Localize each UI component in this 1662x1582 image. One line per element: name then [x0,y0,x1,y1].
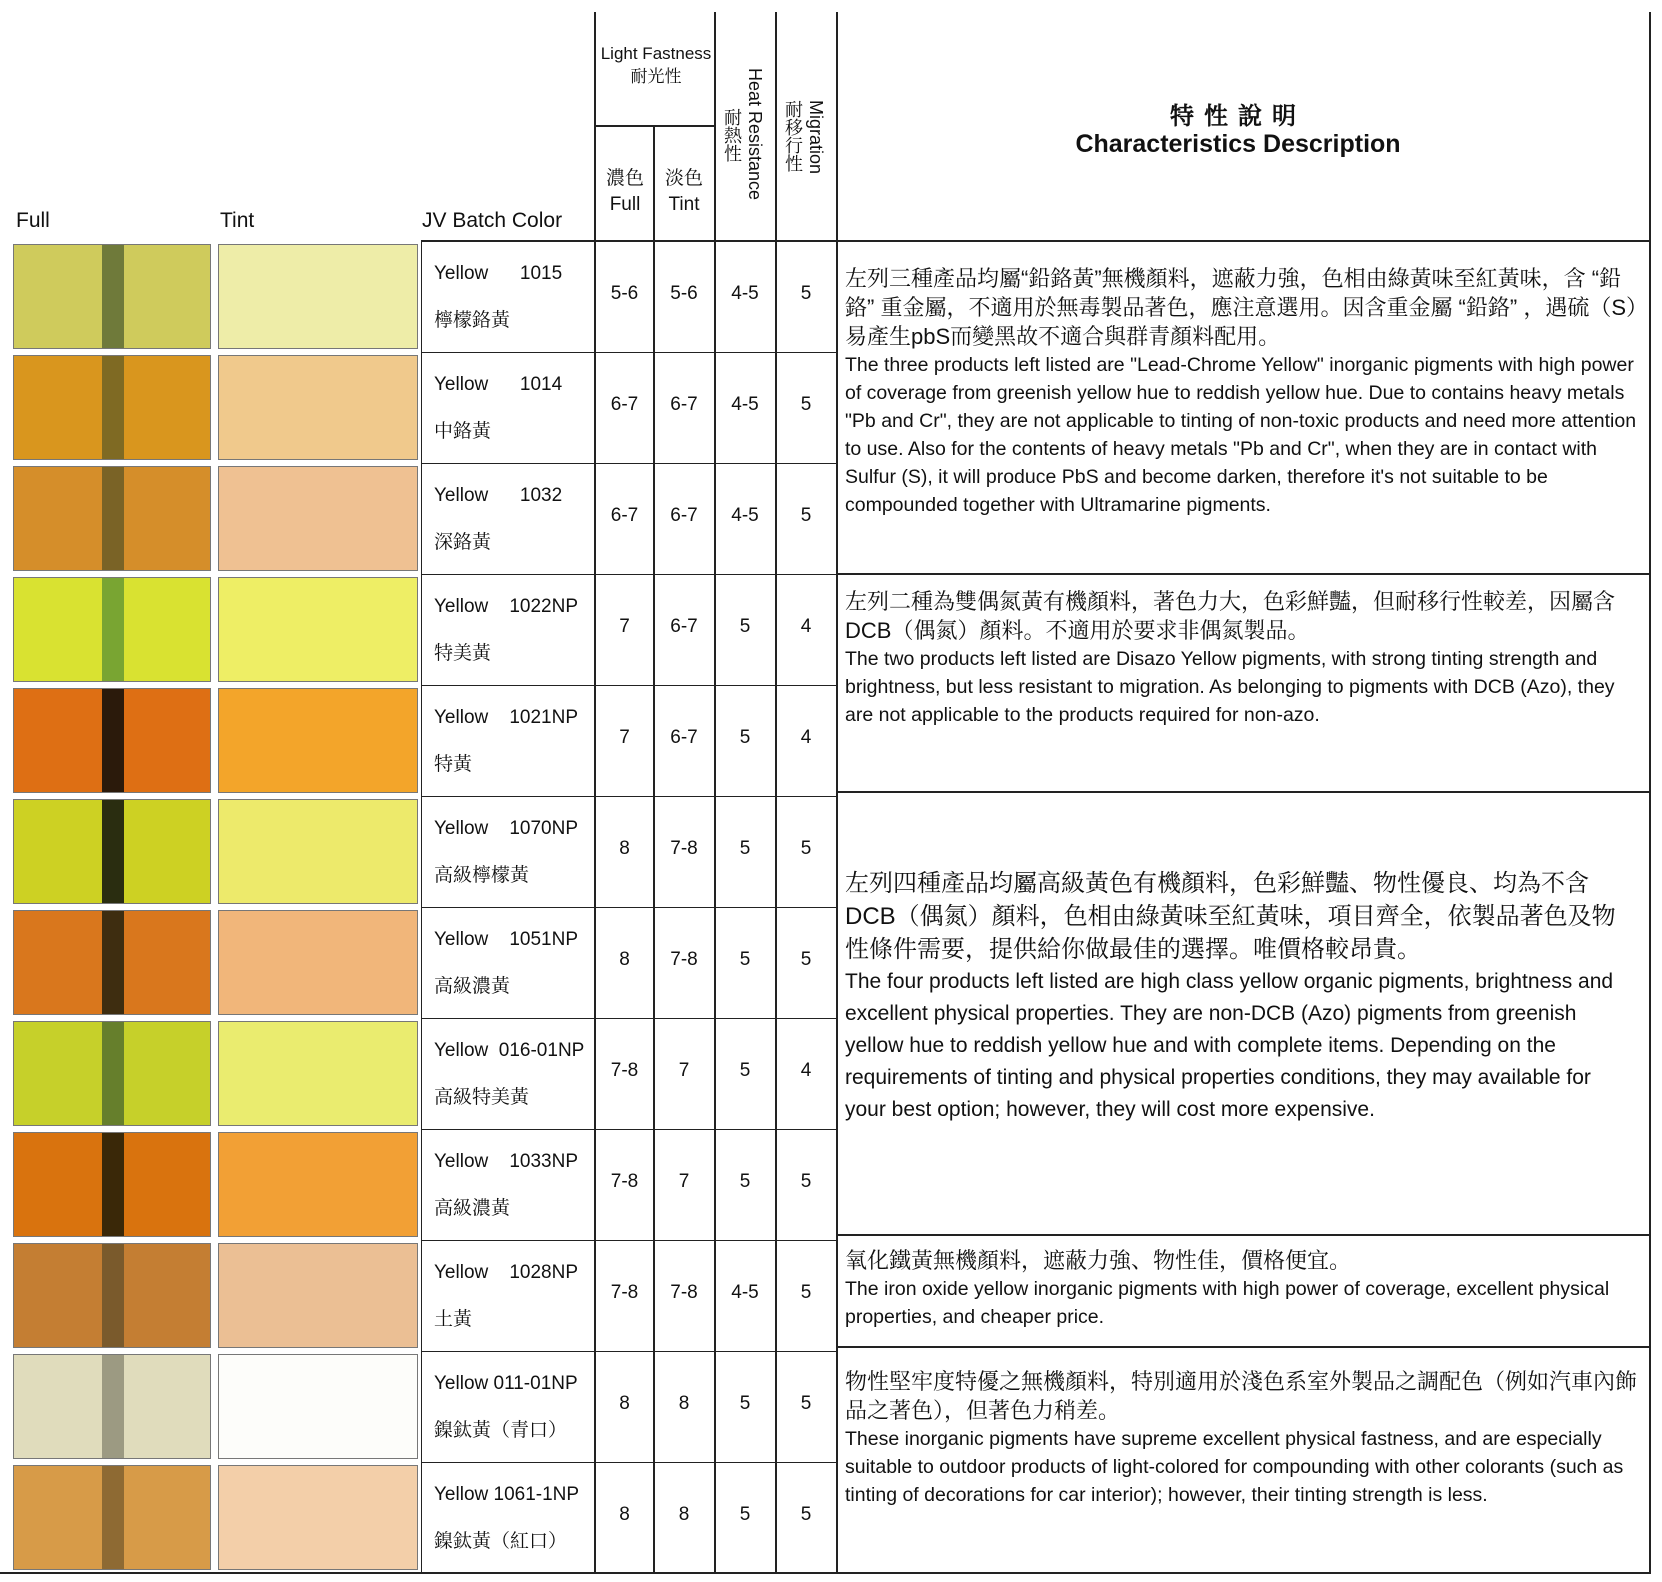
black-band-stripe [102,1355,124,1458]
tint-column-header: Tint [220,209,255,232]
batch-color-name: Yellow 1014 [434,374,563,395]
migration-rating: 4 [800,616,812,637]
full-rating: 5-6 [610,283,639,304]
tint-rating: 6-7 [670,616,698,637]
tint-color-swatch [218,1243,418,1348]
full-color-swatch [13,355,211,460]
batch-color-column-header: JV Batch Color [422,209,563,232]
tint-color-swatch [218,799,418,904]
tint-color-swatch [218,1465,418,1570]
batch-color-name: Yellow 1028NP [434,1262,579,1283]
batch-color-cn-name: 高級檸檬黃 [434,865,530,886]
full-color-swatch [13,577,211,682]
full-rating: 7-8 [610,1060,639,1081]
heat-resistance-cn: 耐熱性 [722,108,742,162]
full-rating: 7 [619,727,630,748]
batch-color-cn-name: 特美黃 [434,643,492,664]
batch-color-name: Yellow 1070NP [434,818,579,839]
migration-rating: 4 [800,727,812,748]
full-color-swatch [13,244,211,349]
batch-color-cn-name: 高級濃黃 [434,1198,511,1219]
batch-color-name: Yellow 011-01NP [434,1373,578,1394]
row-divider [421,463,837,464]
full-rating: 8 [619,1393,630,1414]
grid-line [1649,12,1651,1574]
batch-color-cn-name: 深鉻黃 [434,532,492,553]
batch-color-name: Yellow 1015 [434,263,563,284]
row-divider [421,907,837,908]
black-band-stripe [102,245,124,348]
grid-line [836,1234,1651,1236]
batch-color-name: Yellow 1033NP [434,1151,579,1172]
heat-rating: 5 [739,616,751,637]
tint-rating: 8 [678,1504,690,1525]
heat-rating: 4-5 [731,283,759,304]
description-en: The three products left listed are "Lead-Chrome Yellow" inorganic pigments with high power of coverage from greenish yellow hue to reddish yellow hue. Due to contains heavy metals "Pb and Cr", they are not applicable to tinting of non-toxic products and need more attention to use. Also for the contents of heavy metals "Pb and Cr", when they are in contact with Sulfur (S), it will produce PbS and become darken, therefore it's not suitable to be compounded together with Ultramarine pigments. [845,354,1637,516]
black-band-stripe [102,911,124,1014]
row-divider [421,1351,837,1352]
tint-color-swatch [218,1021,418,1126]
heat-rating: 5 [739,1504,751,1525]
full-color-swatch [13,1021,211,1126]
grid-line [775,12,777,1574]
description-title-en: Characteristics Description [1075,130,1401,158]
heat-rating: 4-5 [731,394,759,415]
description-disazo [845,587,1637,729]
full-rating: 6-7 [610,394,639,415]
row-divider [421,574,837,575]
tint-rating: 6-7 [670,505,698,526]
description-cn: 左列二種為雙偶氮黃有機顏料，著色力大，色彩鮮豔，但耐移行性較差，因屬含DCB（偶氮）顏料。不適用於要求非偶氮製品。 [845,589,1616,643]
full-color-swatch [13,688,211,793]
description-en: The iron oxide yellow inorganic pigments with high power of coverage, excellent physical properties, and cheaper price. [845,1278,1610,1328]
full-color-swatch [13,1354,211,1459]
black-band-stripe [102,1022,124,1125]
migration-en: Migration [806,100,826,175]
full-rating: 8 [619,949,630,970]
tint-sub-cn: 淡色 [664,168,703,189]
tint-color-swatch [218,1132,418,1237]
tint-rating: 7 [678,1171,690,1192]
grid-line [836,573,1651,575]
black-band-stripe [102,689,124,792]
grid-line [594,12,596,1574]
tint-sub-en: Tint [668,194,700,215]
light-fastness-header [596,42,716,88]
full-column-header: Full [16,209,50,232]
tint-color-swatch [218,1354,418,1459]
full-color-swatch [13,1132,211,1237]
batch-color-cn-name: 鎳鈦黃（青口） [434,1420,568,1441]
description-en: The four products left listed are high class yellow organic pigments, brightness and excellent physical properties. They are non-DCB (Azo) pigments from greenish yellow hue to reddish yellow hue and with complete items. Depending on the requirements of tinting and physical properties conditions, they may available for your best option; however, they will cost more expensive. [845,970,1614,1121]
tint-color-swatch [218,355,418,460]
heat-rating: 4-5 [731,505,759,526]
migration-rating: 4 [800,1060,812,1081]
black-band-stripe [102,1244,124,1347]
full-color-swatch [13,1465,211,1570]
grid-line [421,240,1651,242]
tint-rating: 5-6 [670,283,698,304]
tint-color-swatch [218,688,418,793]
batch-color-cn-name: 特黃 [434,754,473,775]
migration-rating: 5 [800,1171,812,1192]
heat-resistance-en: Heat Resistance [745,68,765,201]
batch-color-cn-name: 高級濃黃 [434,976,511,997]
migration-rating: 5 [800,949,812,970]
heat-rating: 5 [739,1060,751,1081]
heat-rating: 5 [739,1171,751,1192]
full-sub-en: Full [609,194,641,215]
grid-line [836,12,838,1574]
row-divider [421,1129,837,1130]
description-cn: 物性堅牢度特優之無機顏料，特別適用於淺色系室外製品之調配色（例如汽車內飾品之著色），但著色力稍差。 [845,1369,1638,1423]
heat-rating: 4-5 [731,1282,759,1303]
black-band-stripe [102,356,124,459]
grid-line [0,1572,1651,1574]
grid-line [714,12,716,1574]
grid-line [836,791,1651,793]
tint-rating: 7-8 [670,949,698,970]
tint-rating: 7-8 [670,1282,698,1303]
heat-rating: 5 [739,838,751,859]
tint-rating: 6-7 [670,727,698,748]
full-color-swatch [13,799,211,904]
black-band-stripe [102,467,124,570]
light-fastness-en: Light Fastness [600,44,712,63]
description-en: The two products left listed are Disazo Yellow pigments, with strong tinting strength and brightness, but less resistant to migration. As belonging to pigments with DCB (Azo), they are not applicable to the products required for non-azo. [845,648,1615,726]
full-sub-cn: 濃色 [605,168,644,189]
tint-rating: 7-8 [670,838,698,859]
full-rating: 7 [619,616,630,637]
description-nickel-titanium [845,1367,1637,1509]
full-color-swatch [13,466,211,571]
batch-color-name: Yellow 1021NP [434,707,579,728]
heat-rating: 5 [739,1393,751,1414]
batch-color-name: Yellow 1022NP [434,596,579,617]
full-rating: 6-7 [610,505,639,526]
grid-line [594,125,716,127]
migration-rating: 5 [800,1504,812,1525]
description-high-class [845,867,1637,1126]
migration-rating: 5 [800,1282,812,1303]
black-band-stripe [102,800,124,903]
description-cn: 氧化鐵黃無機顏料，遮蔽力強、物性佳，價格便宜。 [845,1248,1352,1273]
full-subheader [596,166,654,218]
black-band-stripe [102,578,124,681]
tint-rating: 8 [678,1393,690,1414]
full-rating: 7-8 [610,1282,639,1303]
full-rating: 8 [619,1504,630,1525]
full-rating: 8 [619,838,630,859]
batch-color-cn-name: 鎳鈦黃（紅口） [434,1531,568,1552]
full-rating: 7-8 [610,1171,639,1192]
heat-rating: 5 [739,949,751,970]
row-divider [421,1462,837,1463]
description-title-cn: 特性說明 [1170,103,1306,130]
batch-color-cn-name: 土黃 [434,1309,473,1330]
tint-rating: 6-7 [670,394,698,415]
black-band-stripe [102,1133,124,1236]
batch-color-cn-name: 高級特美黃 [434,1087,530,1108]
row-divider [421,1018,837,1019]
tint-subheader [655,166,713,218]
black-band-stripe [102,1466,124,1569]
description-cn: 左列三種產品均屬“鉛鉻黃”無機顏料，遮蔽力強，色相由綠黃味至紅黃味，含 “鉛鉻” 重金屬，不適用於無毒製品著色，應注意選用。因含重金屬 “鉛鉻” ，遇硫（S）易產生pbS而變黑故不適合與群青顏料配用。 [845,266,1637,349]
full-color-swatch [13,1243,211,1348]
tint-color-swatch [218,466,418,571]
description-lead-chrome [845,264,1637,519]
batch-color-name: Yellow 1051NP [434,929,579,950]
heat-rating: 5 [739,727,751,748]
light-fastness-cn: 耐光性 [630,67,682,86]
migration-rating: 5 [800,283,812,304]
tint-color-swatch [218,577,418,682]
migration-rating: 5 [800,505,812,526]
batch-color-name: Yellow 1061-1NP [434,1484,580,1505]
migration-rating: 5 [800,394,812,415]
batch-color-name: Yellow 016-01NP [434,1040,585,1061]
batch-color-cn-name: 中鉻黃 [434,421,492,442]
migration-rating: 5 [800,838,812,859]
batch-color-name: Yellow 1032 [434,485,563,506]
tint-rating: 7 [678,1060,690,1081]
row-divider [421,1240,837,1241]
description-iron-oxide [845,1246,1637,1331]
batch-color-cn-name: 檸檬鉻黃 [434,310,511,331]
description-cn: 左列四種產品均屬高級黃色有機顏料，色彩鮮豔、物性優良、均為不含DCB（偶氮）顏料，色相由綠黃味至紅黃味，項目齊全，依製品著色及物性條件需要，提供給你做最佳的選擇。唯價格較昂貴。 [845,870,1616,963]
tint-color-swatch [218,910,418,1015]
row-divider [421,352,837,353]
migration-rating: 5 [800,1393,812,1414]
migration-cn: 耐移行性 [783,100,803,172]
row-divider [421,685,837,686]
row-divider [421,796,837,797]
full-color-swatch [13,910,211,1015]
description-en: These inorganic pigments have supreme excellent physical fastness, and are especially suitable to outdoor products of light-colored for compounding with other colorants (such as tinting of decorations for car interior); however, their tinting strength is less. [845,1428,1624,1506]
grid-line [836,1346,1651,1348]
tint-color-swatch [218,244,418,349]
